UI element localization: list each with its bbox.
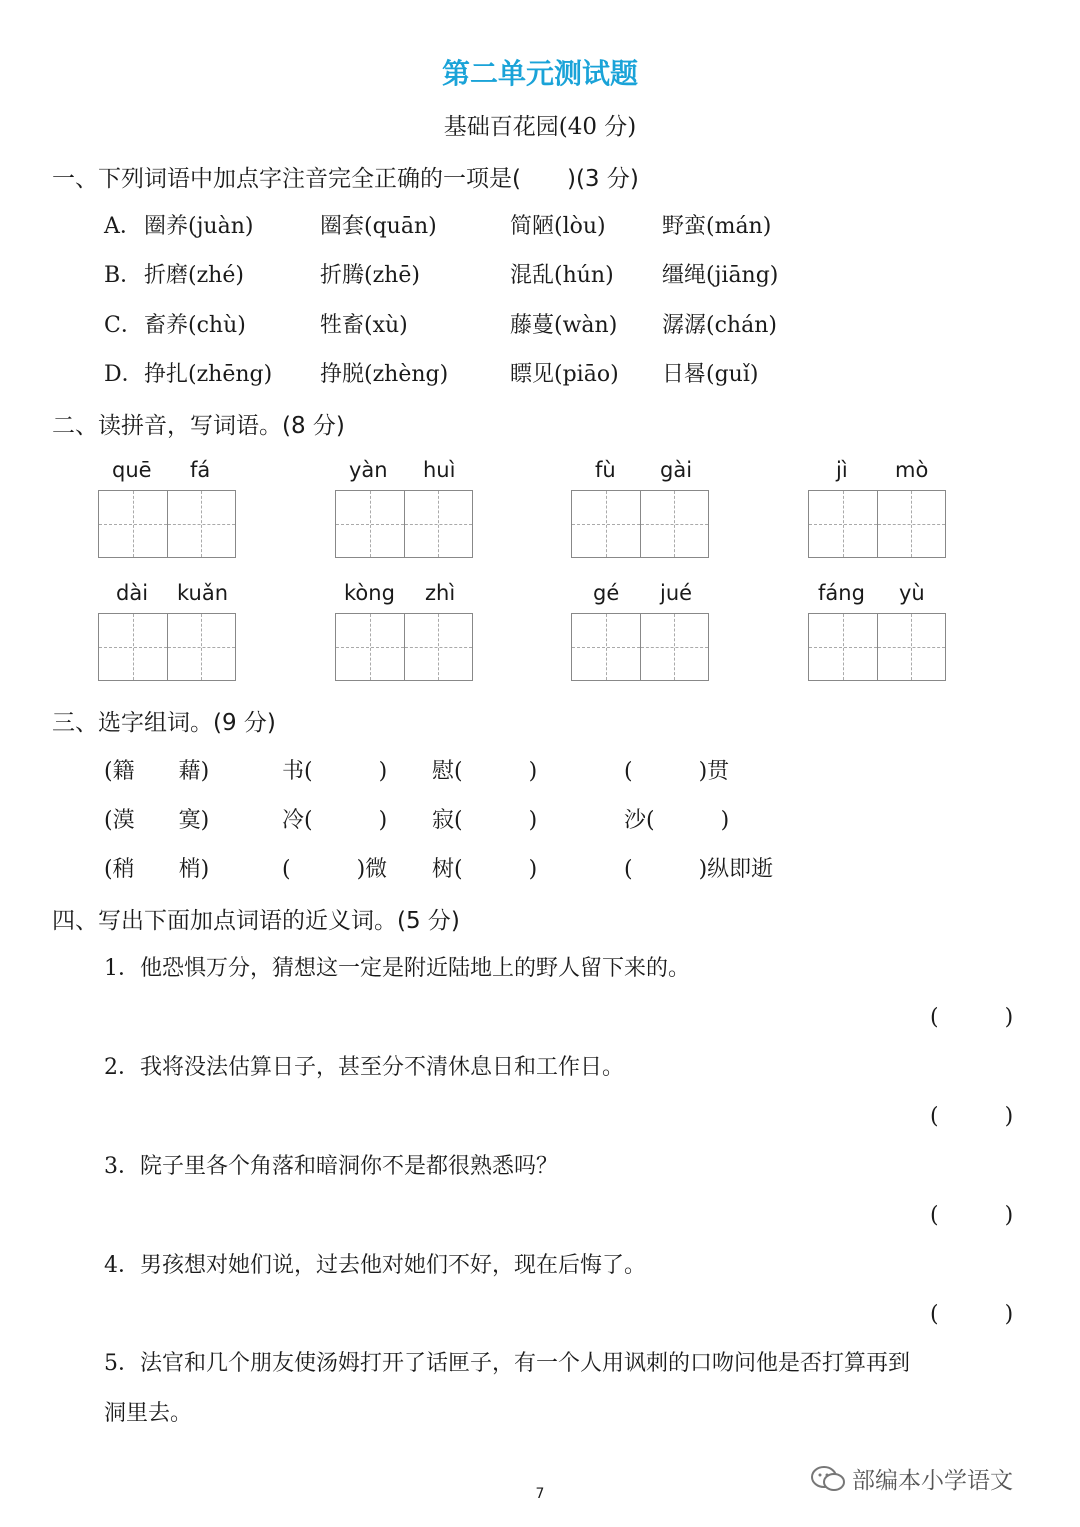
char-choice: (漠 寞): [104, 808, 210, 833]
writing-grid[interactable]: [808, 613, 946, 681]
option-b-item: 折磨(zhé): [144, 263, 244, 288]
page-subtitle: 基础百花园(40 分): [443, 114, 637, 140]
fill-blank[interactable]: 沙( ): [624, 808, 730, 833]
option-b-item: 混乱(hún): [510, 263, 614, 288]
fill-blank[interactable]: ( )纵即逝: [624, 857, 774, 882]
option-a-item: 圈套(quān): [320, 214, 437, 239]
option-c-item: 潺潺(chán): [662, 313, 777, 338]
fill-blank[interactable]: 冷( ): [282, 808, 388, 833]
option-label-b: B．: [104, 263, 143, 288]
option-label-d: D．: [104, 362, 144, 387]
writing-grid[interactable]: [571, 613, 709, 681]
page-title: 第二单元测试题: [441, 57, 638, 90]
option-a-item: 简陋(lòu): [510, 214, 606, 239]
pinyin: fáng: [818, 581, 865, 605]
char-choice: (稍 梢): [104, 857, 210, 882]
pinyin: jué: [660, 581, 693, 605]
option-c-item: 藤蔓(wàn): [510, 313, 618, 338]
writing-grid[interactable]: [335, 613, 473, 681]
pinyin: gài: [660, 458, 693, 482]
fill-blank[interactable]: 慰( ): [432, 759, 538, 784]
writing-grid[interactable]: [98, 490, 236, 558]
fill-blank[interactable]: 寂( ): [432, 808, 538, 833]
pinyin: fá: [190, 458, 211, 482]
writing-grid[interactable]: [335, 490, 473, 558]
option-b-item: 折腾(zhē): [320, 263, 420, 288]
writing-grid[interactable]: [571, 490, 709, 558]
answer-blank[interactable]: ( ): [930, 1203, 1014, 1228]
pinyin: yù: [899, 581, 925, 605]
question-4: 4．男孩想对她们说，过去他对她们不好，现在后悔了。: [104, 1253, 646, 1278]
question-2: 2．我将没法估算日子，甚至分不清休息日和工作日。: [104, 1055, 624, 1080]
pinyin: gé: [593, 581, 620, 605]
writing-grid[interactable]: [808, 490, 946, 558]
pinyin: kuǎn: [177, 581, 229, 605]
option-d-item: 日晷(guǐ): [662, 362, 759, 387]
fill-blank[interactable]: ( )贯: [624, 759, 730, 784]
fill-blank[interactable]: 树( ): [432, 857, 538, 882]
writing-grid[interactable]: [98, 613, 236, 681]
page-number: 7: [535, 1486, 545, 1502]
option-a-item: 野蛮(mán): [662, 214, 772, 239]
char-choice: (籍 藉): [104, 759, 210, 784]
pinyin: mò: [895, 458, 929, 482]
option-c-item: 牲畜(xù): [320, 313, 408, 338]
option-d-item: 瞟见(piāo): [510, 362, 619, 387]
pinyin: quē: [112, 458, 152, 482]
question-5-continued: 洞里去。: [104, 1401, 193, 1426]
option-d-item: 挣扎(zhēng): [144, 362, 273, 387]
answer-blank[interactable]: ( ): [930, 1104, 1014, 1129]
pinyin: dài: [116, 581, 149, 605]
section3-heading: 三、选字组词。(9 分): [52, 710, 276, 736]
fill-blank[interactable]: ( )微: [282, 857, 388, 882]
question-1: 1．他恐惧万分，猜想这一定是附近陆地上的野人留下来的。: [104, 956, 690, 981]
option-label-c: C．: [104, 313, 143, 338]
pinyin: kòng: [344, 581, 395, 605]
question-3: 3．院子里各个角落和暗洞你不是都很熟悉吗？: [104, 1154, 558, 1179]
answer-blank[interactable]: ( ): [930, 1302, 1014, 1327]
pinyin: zhì: [425, 581, 456, 605]
option-b-item: 缰绳(jiāng): [662, 263, 779, 288]
pinyin: fù: [595, 458, 616, 482]
option-label-a: A．: [104, 214, 142, 239]
answer-blank[interactable]: ( ): [930, 1005, 1014, 1030]
section1-heading: 一、下列词语中加点字注音完全正确的一项是( )(3 分): [52, 166, 639, 192]
watermark-text: 部编本小学语文: [852, 1468, 1013, 1494]
section4-heading: 四、写出下面加点词语的近义词。(5 分): [52, 908, 460, 934]
option-d-item: 挣脱(zhèng): [320, 362, 449, 387]
option-c-item: 畜养(chù): [144, 313, 246, 338]
section2-heading: 二、读拼音，写词语。(8 分): [52, 413, 345, 439]
pinyin: huì: [423, 458, 456, 482]
fill-blank[interactable]: 书( ): [282, 759, 388, 784]
option-a-item: 圈养(juàn): [144, 214, 254, 239]
pinyin: jì: [836, 458, 848, 482]
question-5: 5．法官和几个朋友使汤姆打开了话匣子，有一个人用讽刺的口吻问他是否打算再到: [104, 1351, 910, 1376]
pinyin: yàn: [349, 458, 388, 482]
